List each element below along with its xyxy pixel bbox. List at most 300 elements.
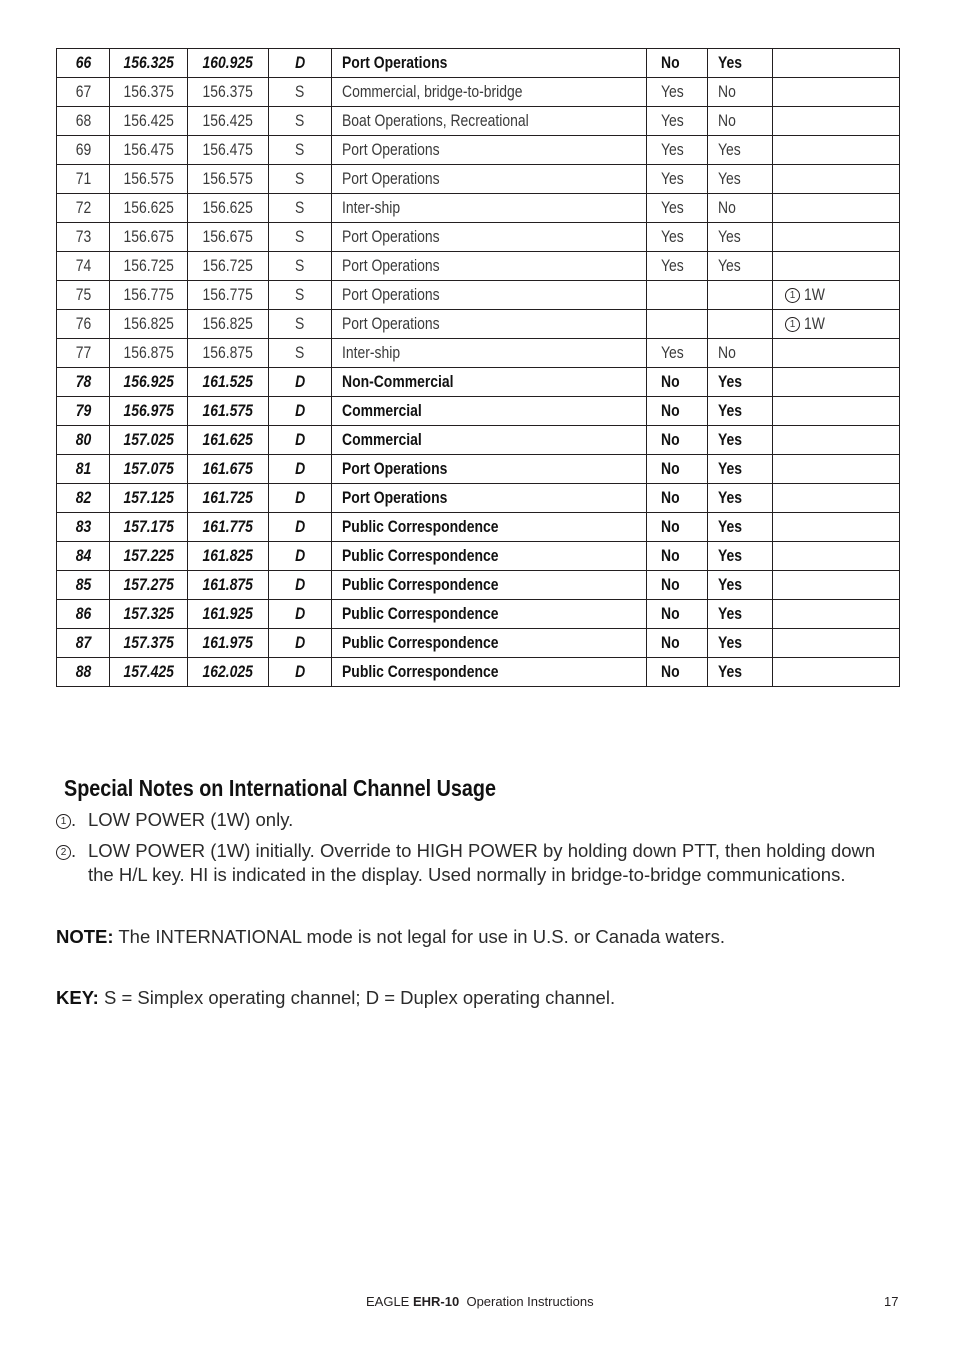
table-row	[57, 629, 900, 658]
rx-frequency-text: 156.575	[202, 169, 254, 188]
channel-use-cell	[332, 281, 647, 310]
rx-frequency-cell	[188, 310, 269, 339]
channel-number-cell	[57, 252, 110, 281]
mode-cell	[269, 78, 332, 107]
tx-frequency-cell	[110, 368, 188, 397]
rx-frequency-text: 156.775	[202, 285, 254, 304]
rx-frequency-text: 161.875	[202, 575, 254, 594]
mode-cell	[269, 455, 332, 484]
table-row	[57, 310, 900, 339]
tx-frequency-cell	[110, 339, 188, 368]
canada-status-text: Yes	[718, 256, 741, 275]
us-status-cell	[647, 426, 708, 455]
channel-use-cell	[332, 165, 647, 194]
note-label: NOTE:	[56, 926, 114, 947]
us-status-text: Yes	[661, 82, 684, 101]
us-status-text: No	[661, 575, 680, 594]
mode-cell	[269, 513, 332, 542]
mode-cell	[269, 658, 332, 687]
rx-frequency-cell	[188, 571, 269, 600]
canada-status-text: Yes	[718, 575, 743, 594]
footer-brand: EAGLE	[366, 1294, 410, 1309]
us-status-text: No	[661, 430, 680, 449]
canada-status-cell	[708, 484, 773, 513]
canada-status-text: Yes	[718, 459, 743, 478]
us-status-text: Yes	[661, 140, 684, 159]
channel-number-text: 83	[75, 517, 91, 536]
channel-number-cell	[57, 339, 110, 368]
channel-number-cell	[57, 629, 110, 658]
channel-use-text: Inter-ship	[342, 198, 401, 217]
canada-status-cell	[708, 252, 773, 281]
channel-number-cell	[57, 513, 110, 542]
channel-number-cell	[57, 368, 110, 397]
channel-use-text: Port Operations	[342, 314, 440, 333]
power-note-cell	[773, 223, 900, 252]
channel-number-text: 82	[75, 488, 91, 507]
tx-frequency-text: 157.225	[123, 546, 174, 565]
footer-model: EHR-10	[412, 1294, 460, 1309]
tx-frequency-text: 156.575	[123, 169, 174, 188]
power-note-cell	[773, 165, 900, 194]
mode-text: D	[294, 604, 306, 623]
key-text: S = Simplex operating channel; D = Duplex operating channel.	[103, 987, 616, 1008]
canada-status-text: No	[718, 343, 736, 362]
page-number: 17	[884, 1294, 899, 1309]
mode-cell	[269, 107, 332, 136]
canada-status-cell	[708, 136, 773, 165]
us-status-cell	[647, 107, 708, 136]
channel-use-cell	[332, 49, 647, 78]
us-status-cell	[647, 223, 708, 252]
mode-text: D	[294, 662, 306, 681]
mode-cell	[269, 397, 332, 426]
canada-status-cell	[708, 281, 773, 310]
rx-frequency-text: 156.425	[202, 111, 254, 130]
table-row	[57, 252, 900, 281]
circled-number-icon: 2	[56, 845, 71, 860]
mode-cell	[269, 136, 332, 165]
canada-status-text: Yes	[718, 633, 743, 652]
channel-use-cell	[332, 484, 647, 513]
mode-cell	[269, 281, 332, 310]
canada-status-cell	[708, 78, 773, 107]
table-row	[57, 542, 900, 571]
table-row	[57, 397, 900, 426]
us-status-text: No	[661, 372, 680, 391]
tx-frequency-cell	[110, 542, 188, 571]
channel-number-text: 81	[75, 459, 91, 478]
tx-frequency-cell	[110, 571, 188, 600]
table-row	[57, 136, 900, 165]
us-status-cell	[647, 542, 708, 571]
channel-use-cell	[332, 223, 647, 252]
circled-number-icon: 1	[56, 814, 71, 829]
channel-use-cell	[332, 455, 647, 484]
rx-frequency-cell	[188, 542, 269, 571]
canada-status-cell	[708, 658, 773, 687]
tx-frequency-text: 157.075	[123, 459, 174, 478]
channel-number-text: 79	[75, 401, 91, 420]
rx-frequency-cell	[188, 513, 269, 542]
channel-use-cell	[332, 78, 647, 107]
canada-status-text: Yes	[718, 488, 743, 507]
channel-number-text: 86	[75, 604, 91, 623]
power-note-cell	[773, 455, 900, 484]
channel-use-cell	[332, 310, 647, 339]
channel-number-cell	[57, 310, 110, 339]
channel-use-text: Port Operations	[342, 169, 440, 188]
tx-frequency-cell	[110, 136, 188, 165]
tx-frequency-text: 156.875	[123, 343, 174, 362]
power-note-cell	[773, 281, 900, 310]
rx-frequency-cell	[188, 658, 269, 687]
canada-status-cell	[708, 368, 773, 397]
canada-status-cell	[708, 571, 773, 600]
rx-frequency-text: 162.025	[202, 662, 254, 681]
us-status-text: Yes	[661, 227, 684, 246]
tx-frequency-cell	[110, 281, 188, 310]
rx-frequency-text: 161.525	[202, 372, 254, 391]
canada-status-text: Yes	[718, 227, 741, 246]
tx-frequency-cell	[110, 78, 188, 107]
mode-text: D	[294, 459, 306, 478]
note-paragraph	[56, 925, 916, 949]
tx-frequency-cell	[110, 49, 188, 78]
tx-frequency-text: 156.725	[123, 256, 174, 275]
note-marker: 1 .	[56, 808, 86, 832]
tx-frequency-text: 156.975	[123, 401, 174, 420]
rx-frequency-cell	[188, 339, 269, 368]
us-status-cell	[647, 600, 708, 629]
mode-cell	[269, 223, 332, 252]
tx-frequency-text: 157.175	[123, 517, 174, 536]
us-status-cell	[647, 513, 708, 542]
power-note-cell	[773, 339, 900, 368]
us-status-text: No	[661, 546, 680, 565]
channel-number-cell	[57, 281, 110, 310]
special-note-item	[56, 808, 906, 832]
channel-number-cell	[57, 49, 110, 78]
power-note-cell	[773, 600, 900, 629]
table-row	[57, 107, 900, 136]
footer-doc-title	[366, 1294, 594, 1309]
mode-text: S	[295, 198, 305, 217]
power-note-cell	[773, 542, 900, 571]
mode-text: D	[294, 633, 306, 652]
power-note-cell	[773, 78, 900, 107]
tx-frequency-text: 156.825	[123, 314, 174, 333]
tx-frequency-cell	[110, 107, 188, 136]
rx-frequency-text: 161.775	[202, 517, 254, 536]
power-note-cell	[773, 368, 900, 397]
canada-status-text: No	[718, 198, 736, 217]
power-note-cell	[773, 571, 900, 600]
rx-frequency-cell	[188, 484, 269, 513]
mode-cell	[269, 339, 332, 368]
channel-number-text: 88	[75, 662, 91, 681]
channel-number-text: 80	[75, 430, 91, 449]
us-status-text: No	[661, 517, 680, 536]
canada-status-text: Yes	[718, 546, 743, 565]
power-note-text: 1W	[804, 285, 825, 304]
tx-frequency-text: 157.125	[123, 488, 174, 507]
tx-frequency-cell	[110, 455, 188, 484]
rx-frequency-cell	[188, 49, 269, 78]
rx-frequency-text: 156.625	[202, 198, 254, 217]
mode-text: D	[294, 372, 306, 391]
channel-use-text: Public Correspondence	[342, 662, 499, 681]
mode-text: S	[295, 343, 305, 362]
tx-frequency-cell	[110, 426, 188, 455]
tx-frequency-text: 157.375	[123, 633, 174, 652]
tx-frequency-cell	[110, 397, 188, 426]
us-status-text: No	[661, 633, 680, 652]
rx-frequency-text: 156.825	[202, 314, 254, 333]
power-note-cell	[773, 107, 900, 136]
rx-frequency-text: 161.725	[202, 488, 254, 507]
us-status-cell	[647, 310, 708, 339]
channel-use-text: Non-Commercial	[342, 372, 454, 391]
power-note-cell	[773, 658, 900, 687]
channel-use-cell	[332, 136, 647, 165]
canada-status-cell	[708, 194, 773, 223]
table-row	[57, 600, 900, 629]
us-status-cell	[647, 194, 708, 223]
rx-frequency-cell	[188, 223, 269, 252]
mode-text: D	[294, 401, 306, 420]
channel-use-text: Public Correspondence	[342, 517, 499, 536]
mode-text: D	[294, 488, 306, 507]
power-note-cell	[773, 629, 900, 658]
power-note-cell	[773, 252, 900, 281]
channel-use-text: Port Operations	[342, 256, 440, 275]
rx-frequency-text: 161.825	[202, 546, 254, 565]
channel-number-text: 67	[75, 82, 91, 101]
channel-use-cell	[332, 426, 647, 455]
power-note-cell	[773, 426, 900, 455]
channel-use-text: Public Correspondence	[342, 575, 499, 594]
power-note-cell	[773, 49, 900, 78]
tx-frequency-text: 157.425	[123, 662, 174, 681]
channel-number-text: 87	[75, 633, 91, 652]
tx-frequency-cell	[110, 194, 188, 223]
canada-status-cell	[708, 107, 773, 136]
channel-number-text: 85	[75, 575, 91, 594]
mode-text: S	[295, 285, 305, 304]
canada-status-text: Yes	[718, 401, 743, 420]
canada-status-cell	[708, 223, 773, 252]
channel-table	[56, 48, 900, 687]
channel-number-cell	[57, 426, 110, 455]
mode-cell	[269, 49, 332, 78]
channel-use-cell	[332, 252, 647, 281]
power-note-cell	[773, 513, 900, 542]
table-row	[57, 658, 900, 687]
us-status-text: Yes	[661, 343, 684, 362]
mode-cell	[269, 426, 332, 455]
table-row	[57, 426, 900, 455]
tx-frequency-cell	[110, 513, 188, 542]
tx-frequency-text: 156.675	[123, 227, 174, 246]
us-status-text: Yes	[661, 111, 684, 130]
us-status-cell	[647, 136, 708, 165]
circled-number-icon: 1	[785, 288, 800, 303]
tx-frequency-cell	[110, 165, 188, 194]
us-status-text: No	[661, 604, 680, 623]
mode-text: D	[294, 517, 306, 536]
channel-number-text: 76	[75, 314, 91, 333]
us-status-cell	[647, 455, 708, 484]
rx-frequency-cell	[188, 368, 269, 397]
canada-status-text: No	[718, 82, 736, 101]
mode-text: S	[295, 140, 305, 159]
channel-table-body	[57, 49, 900, 687]
tx-frequency-text: 156.325	[123, 53, 174, 72]
power-note-cell	[773, 397, 900, 426]
rx-frequency-cell	[188, 252, 269, 281]
mode-text: S	[295, 82, 305, 101]
channel-number-cell	[57, 542, 110, 571]
table-row	[57, 571, 900, 600]
mode-cell	[269, 310, 332, 339]
channel-number-text: 74	[75, 256, 91, 275]
rx-frequency-cell	[188, 165, 269, 194]
mode-cell	[269, 571, 332, 600]
power-note-cell	[773, 484, 900, 513]
rx-frequency-cell	[188, 397, 269, 426]
channel-number-cell	[57, 107, 110, 136]
channel-use-text: Inter-ship	[342, 343, 401, 362]
note-text: The INTERNATIONAL mode is not legal for use in U.S. or Canada waters.	[118, 926, 726, 947]
special-note-text: LOW POWER (1W) only.	[88, 809, 294, 830]
channel-number-text: 84	[75, 546, 91, 565]
channel-number-cell	[57, 165, 110, 194]
rx-frequency-text: 161.925	[202, 604, 254, 623]
channel-use-text: Commercial	[342, 430, 422, 449]
channel-use-cell	[332, 629, 647, 658]
rx-frequency-text: 161.625	[202, 430, 254, 449]
table-row	[57, 339, 900, 368]
canada-status-text: Yes	[718, 517, 743, 536]
rx-frequency-cell	[188, 194, 269, 223]
mode-text: S	[295, 227, 305, 246]
tx-frequency-text: 156.475	[123, 140, 174, 159]
channel-number-text: 72	[75, 198, 91, 217]
mode-text: D	[294, 575, 306, 594]
tx-frequency-text: 156.925	[123, 372, 174, 391]
channel-use-text: Port Operations	[342, 488, 448, 507]
channel-number-text: 66	[75, 53, 91, 72]
us-status-cell	[647, 165, 708, 194]
tx-frequency-cell	[110, 484, 188, 513]
canada-status-text: Yes	[718, 169, 741, 188]
us-status-cell	[647, 339, 708, 368]
rx-frequency-text: 161.675	[202, 459, 254, 478]
tx-frequency-text: 157.025	[123, 430, 174, 449]
rx-frequency-cell	[188, 281, 269, 310]
circled-number-icon: 1	[785, 317, 800, 332]
special-notes-heading: Special Notes on International Channel Usage	[64, 775, 496, 801]
channel-number-text: 77	[75, 343, 91, 362]
special-note-item	[56, 839, 906, 887]
canada-status-text: Yes	[718, 604, 743, 623]
mode-cell	[269, 194, 332, 223]
channel-number-cell	[57, 194, 110, 223]
channel-use-text: Port Operations	[342, 140, 440, 159]
us-status-cell	[647, 368, 708, 397]
canada-status-cell	[708, 339, 773, 368]
mode-cell	[269, 542, 332, 571]
canada-status-cell	[708, 600, 773, 629]
rx-frequency-cell	[188, 600, 269, 629]
channel-use-cell	[332, 600, 647, 629]
channel-use-text: Commercial, bridge-to-bridge	[342, 82, 523, 101]
channel-use-text: Public Correspondence	[342, 546, 499, 565]
channel-use-cell	[332, 513, 647, 542]
us-status-cell	[647, 484, 708, 513]
rx-frequency-text: 156.375	[202, 82, 254, 101]
footer-title: Operation Instructions	[466, 1294, 594, 1309]
tx-frequency-text: 156.775	[123, 285, 174, 304]
tx-frequency-cell	[110, 252, 188, 281]
channel-use-text: Boat Operations, Recreational	[342, 111, 529, 130]
canada-status-cell	[708, 542, 773, 571]
canada-status-cell	[708, 310, 773, 339]
canada-status-text: No	[718, 111, 736, 130]
power-note-cell	[773, 136, 900, 165]
mode-cell	[269, 252, 332, 281]
channel-number-cell	[57, 223, 110, 252]
tx-frequency-cell	[110, 223, 188, 252]
mode-text: S	[295, 169, 305, 188]
channel-use-cell	[332, 542, 647, 571]
rx-frequency-cell	[188, 78, 269, 107]
canada-status-cell	[708, 513, 773, 542]
us-status-text: No	[661, 53, 680, 72]
channel-use-text: Port Operations	[342, 53, 448, 72]
us-status-text: No	[661, 401, 680, 420]
channel-use-text: Port Operations	[342, 285, 440, 304]
canada-status-cell	[708, 426, 773, 455]
table-row	[57, 223, 900, 252]
rx-frequency-text: 161.975	[202, 633, 254, 652]
channel-number-cell	[57, 78, 110, 107]
table-row	[57, 194, 900, 223]
channel-number-cell	[57, 397, 110, 426]
power-note-text: 1W	[804, 314, 825, 333]
channel-use-cell	[332, 107, 647, 136]
key-label: KEY:	[56, 987, 99, 1008]
channel-use-cell	[332, 658, 647, 687]
mode-text: S	[295, 314, 305, 333]
us-status-cell	[647, 658, 708, 687]
key-paragraph	[56, 986, 916, 1010]
table-row	[57, 455, 900, 484]
power-note-cell	[773, 310, 900, 339]
canada-status-text: Yes	[718, 140, 741, 159]
rx-frequency-text: 156.725	[202, 256, 254, 275]
table-row	[57, 513, 900, 542]
rx-frequency-text: 156.875	[202, 343, 254, 362]
channel-number-text: 71	[75, 169, 91, 188]
special-note-text: LOW POWER (1W) initially. Override to HIGH POWER by holding down PTT, then holding down the H/L key. HI is indicated in the display. Used normally in bridge-to-bridge communications.	[88, 840, 876, 885]
mode-text: D	[294, 430, 306, 449]
table-row	[57, 165, 900, 194]
us-status-text: Yes	[661, 169, 684, 188]
canada-status-cell	[708, 397, 773, 426]
channel-number-text: 75	[75, 285, 91, 304]
